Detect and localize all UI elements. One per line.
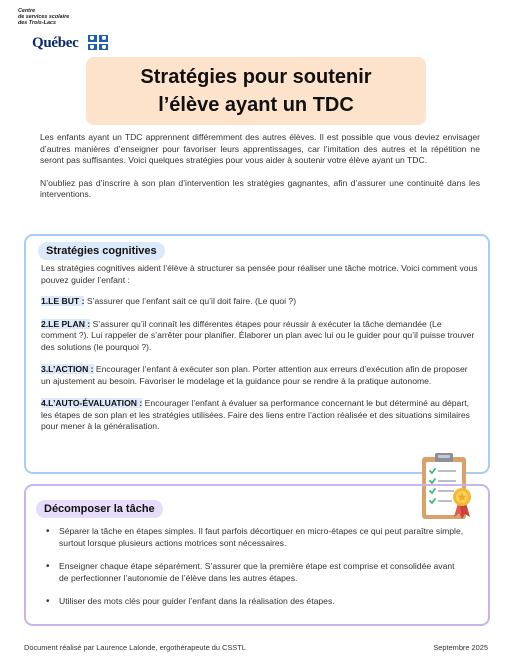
quebec-flag-icon: [88, 35, 108, 50]
logo-quebec-text: Québec: [32, 35, 79, 51]
strategy-item-goal: [41, 296, 479, 308]
strategy-label: 4.L’AUTO-ÉVALUATION :: [41, 398, 143, 408]
csstl-logo: [18, 8, 128, 58]
logo-org-line: des Trois-Lacs: [18, 20, 56, 26]
page-title: [86, 57, 426, 125]
cognitive-lead: Les stratégies cognitives aident l’élève à structurer sa pensée pour réaliser une tâche motrice. Voici comment vous pouvez guider l’enfant :: [41, 263, 478, 285]
strategy-label: 1.LE BUT :: [41, 296, 85, 306]
footer-author: Document réalisé par Laurence Lalonde, ergothérapeute du CSSTL: [24, 643, 246, 652]
strategy-text: S’assurer que l’enfant sait ce qu’il doit faire. (Le quoi ?): [84, 296, 297, 306]
logo-org-name: [18, 8, 69, 26]
logo-org-line: de services scolaire: [18, 14, 70, 20]
intro-section: [40, 132, 480, 201]
footer-date: Septembre 2025: [433, 643, 488, 652]
strategy-item-self-evaluation: [41, 398, 479, 433]
strategy-item-plan: [41, 319, 479, 354]
strategy-text: S’assurer qu’il connaît les différentes étapes pour réussir à exécuter la tâche demandée (Le comment ?). Lui rappeler de s’arrêter pour planifier. Élaborer un plan avec lui ou le guider pour qu’il puisse trouver des solutions (le pourquoi ?).: [41, 318, 475, 352]
logo-org-line: Centre: [18, 8, 36, 14]
cognitive-strategies-body: [41, 263, 479, 433]
decompose-task-box: [24, 484, 490, 626]
strategy-item-action: [41, 364, 479, 387]
strategy-label: 3.L’ACTION :: [41, 364, 94, 374]
decompose-task-heading: Décomposer la tâche: [36, 500, 163, 518]
strategy-text: Encourager l’enfant à évaluer sa performance concernant le but déterminé au départ, les étapes de son plan et les stratégies utilisées. Faire des liens entre l’action réalisée et des situations similaires pour mener à la généralisation.: [41, 398, 470, 431]
title-line-2: l’élève ayant un TDC: [158, 94, 354, 116]
list-item: • Séparer la tâche en étapes simples. Il faut parfois décortiquer en micro-étapes ce qui peut paraître simple, surtout lorsque plusieurs actions motrices sont nécessaires.: [46, 526, 466, 549]
intro-paragraph-2: N’oubliez pas d’inscrire à son plan d’intervention les stratégies gagnantes, afin d’assurer une continuité dans les interventions.: [40, 177, 480, 199]
list-item: • Utiliser des mots clés pour guider l’enfant dans la réalisation des étapes.: [46, 596, 466, 608]
list-item: • Enseigner chaque étape séparément. S’assurer que la première étape est comprise et consolidée avant de perfectionner l’autonomie de l’élève dans les autres étapes.: [46, 561, 466, 584]
cognitive-strategies-heading: Stratégies cognitives: [38, 242, 165, 260]
strategy-text: Encourager l’enfant à exécuter son plan. Porter attention aux erreurs d’exécution afin de proposer un ajustement au besoin. Favoriser le modelage et la guidance pour se rendre à la pratique autonome.: [41, 364, 468, 386]
strategy-label: 2.LE PLAN :: [41, 318, 91, 329]
decompose-task-list: [46, 526, 466, 620]
intro-paragraph-1: Les enfants ayant un TDC apprennent différemment des autres élèves. Il est possible que vous deviez envisager d’autres manières d’enseigner pour favoriser leurs apprentissages, car l’imitation des autres et la répétition ne seront pas suffisantes. Voici quelques stratégies pour vous aider à soutenir votre élève ayant un TDC.: [40, 132, 480, 165]
title-line-1: Stratégies pour soutenir: [140, 66, 372, 88]
cognitive-strategies-box: [24, 234, 490, 474]
